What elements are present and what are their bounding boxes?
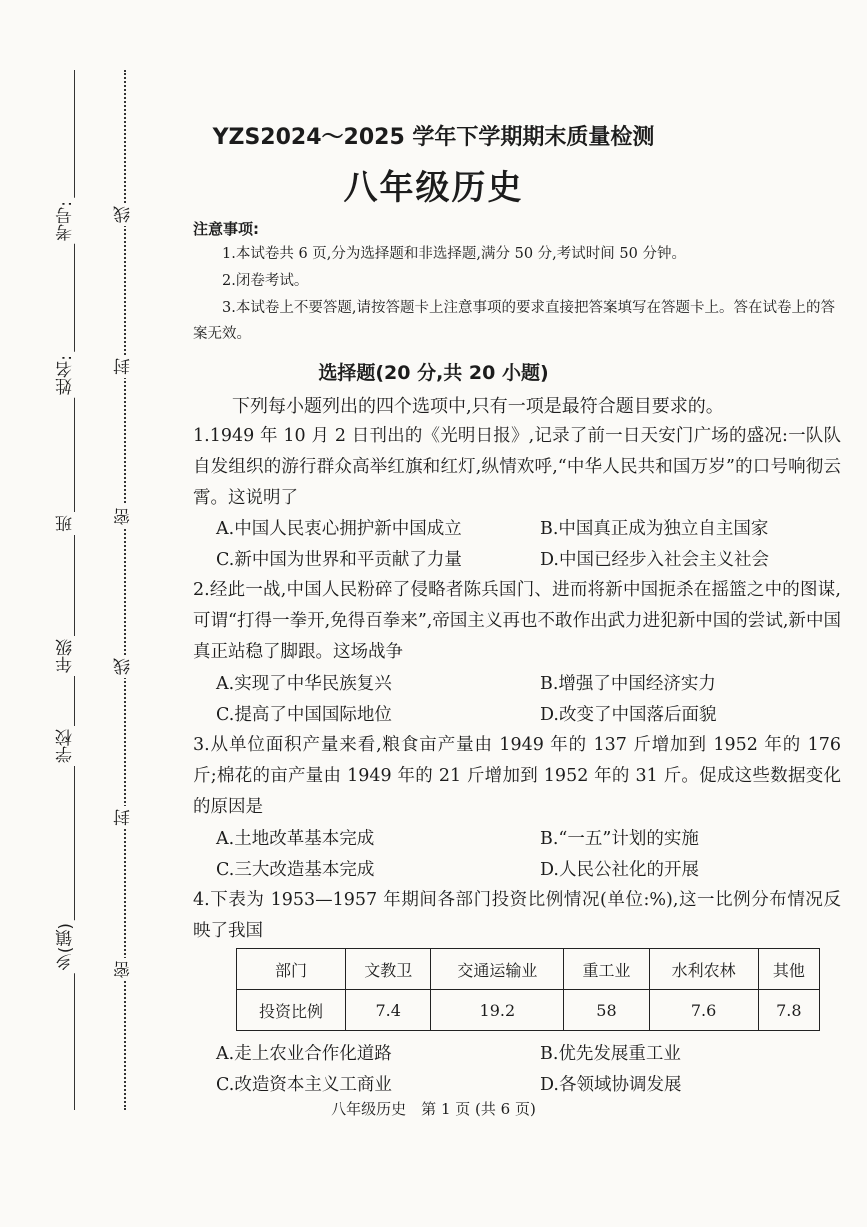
exam-number-label: 考号:	[58, 198, 75, 244]
seal-mark-seal-top: 封	[116, 355, 133, 378]
notice-item-3: 3.本试卷上不要答题,请按答题卡上注意事项的要求直接把答案填写在答题卡上。答在试卷上的答案无效。	[193, 300, 835, 342]
question-3-option-c: C.三大改造基本完成	[216, 860, 375, 880]
seal-mark-seal-bottom: 封	[116, 806, 133, 829]
question-3-option-b: B.“一五”计划的实施	[540, 829, 699, 849]
table-cell: 7.4	[346, 990, 431, 1031]
table-row	[237, 990, 820, 1031]
question-4-option-d: D.各领域协调发展	[540, 1075, 682, 1095]
table-header-cell: 重工业	[564, 949, 649, 990]
name-label: 姓名:	[58, 352, 75, 398]
binding-line-dotted	[124, 70, 126, 1110]
table-cell: 19.2	[431, 990, 564, 1031]
section-intro: 下列每小题列出的四个选项中,只有一项是最符合题目要求的。	[232, 396, 724, 417]
township-label: 乡(镇)	[58, 920, 75, 973]
table-cell: 投资比例	[237, 990, 346, 1031]
seal-mark-line-top: 线	[116, 203, 133, 226]
question-4-stem: 4.下表为 1953—1957 年期间各部门投资比例情况(单位:%),这一比例分布情况反映了我国	[193, 890, 841, 941]
question-2-option-c: C.提高了中国国际地位	[216, 705, 392, 725]
notice-heading: 注意事项:	[193, 220, 259, 238]
question-1-option-a: A.中国人民衷心拥护新中国成立	[216, 519, 462, 539]
exam-title: YZS2024～2025 学年下学期期末质量检测	[212, 125, 655, 150]
question-1-stem: 1.1949 年 10 月 2 日刊出的《光明日报》,记录了前一日天安门广场的盛况:一队队自发组织的游行群众高举红旗和红灯,纵情欢呼,“中华人民共和国万岁”的口号响彻云霄。这说明了	[193, 426, 841, 508]
question-1-option-b: B.中国真正成为独立自主国家	[540, 519, 769, 539]
section-heading: 选择题(20 分,共 20 小题)	[318, 362, 549, 384]
question-2-stem: 2.经此一战,中国人民粉碎了侵略者陈兵国门、进而将新中国扼杀在摇篮之中的图谋,可谓“打得一拳开,免得百拳来”,帝国主义再也不敢作出武力进犯新中国的尝试,新中国真正站稳了脚跟。这场战争	[193, 580, 841, 662]
question-3-option-d: D.人民公社化的开展	[540, 860, 699, 880]
table-cell: 58	[564, 990, 649, 1031]
subject-title: 八年级历史	[343, 168, 524, 208]
question-2-option-d: D.改变了中国落后面貌	[540, 705, 717, 725]
grade-label: 年级	[58, 636, 75, 676]
school-label: 学校	[58, 726, 75, 766]
table-header-cell: 其他	[758, 949, 819, 990]
investment-table	[236, 948, 820, 1031]
question-1-option-d: D.中国已经步入社会主义社会	[540, 550, 769, 570]
question-3-stem: 3.从单位面积产量来看,粮食亩产量由 1949 年的 137 斤增加到 1952 年的 176 斤;棉花的亩产量由 1949 年的 21 斤增加到 1952 年的 31 斤。促成这些数据变化的原因是	[193, 735, 841, 817]
question-2-option-b: B.增强了中国经济实力	[540, 674, 716, 694]
seal-mark-secret-top: 密	[116, 505, 133, 528]
table-cell: 7.8	[758, 990, 819, 1031]
question-2-option-a: A.实现了中华民族复兴	[216, 674, 392, 694]
page-footer: 八年级历史 第 1 页 (共 6 页)	[331, 1100, 536, 1118]
class-label: 班	[58, 512, 75, 535]
table-cell: 7.6	[649, 990, 758, 1031]
question-3-option-a: A.土地改革基本完成	[216, 829, 375, 849]
question-4-option-a: A.走上农业合作化道路	[216, 1044, 392, 1064]
notice-item-1: 1.本试卷共 6 页,分为选择题和非选择题,满分 50 分,考试时间 50 分钟。	[222, 246, 686, 262]
table-header-row	[237, 949, 820, 990]
table-header-cell: 交通运输业	[431, 949, 564, 990]
seal-mark-secret-bottom: 密	[116, 958, 133, 981]
notice-item-2: 2.闭卷考试。	[222, 273, 309, 289]
question-1-option-c: C.新中国为世界和平贡献了力量	[216, 550, 462, 570]
seal-mark-line-mid: 线	[116, 655, 133, 678]
table-header-cell: 部门	[237, 949, 346, 990]
question-4-option-c: C.改造资本主义工商业	[216, 1075, 392, 1095]
question-4-option-b: B.优先发展重工业	[540, 1044, 681, 1064]
table-header-cell: 水利农林	[649, 949, 758, 990]
table-header-cell: 文教卫	[346, 949, 431, 990]
